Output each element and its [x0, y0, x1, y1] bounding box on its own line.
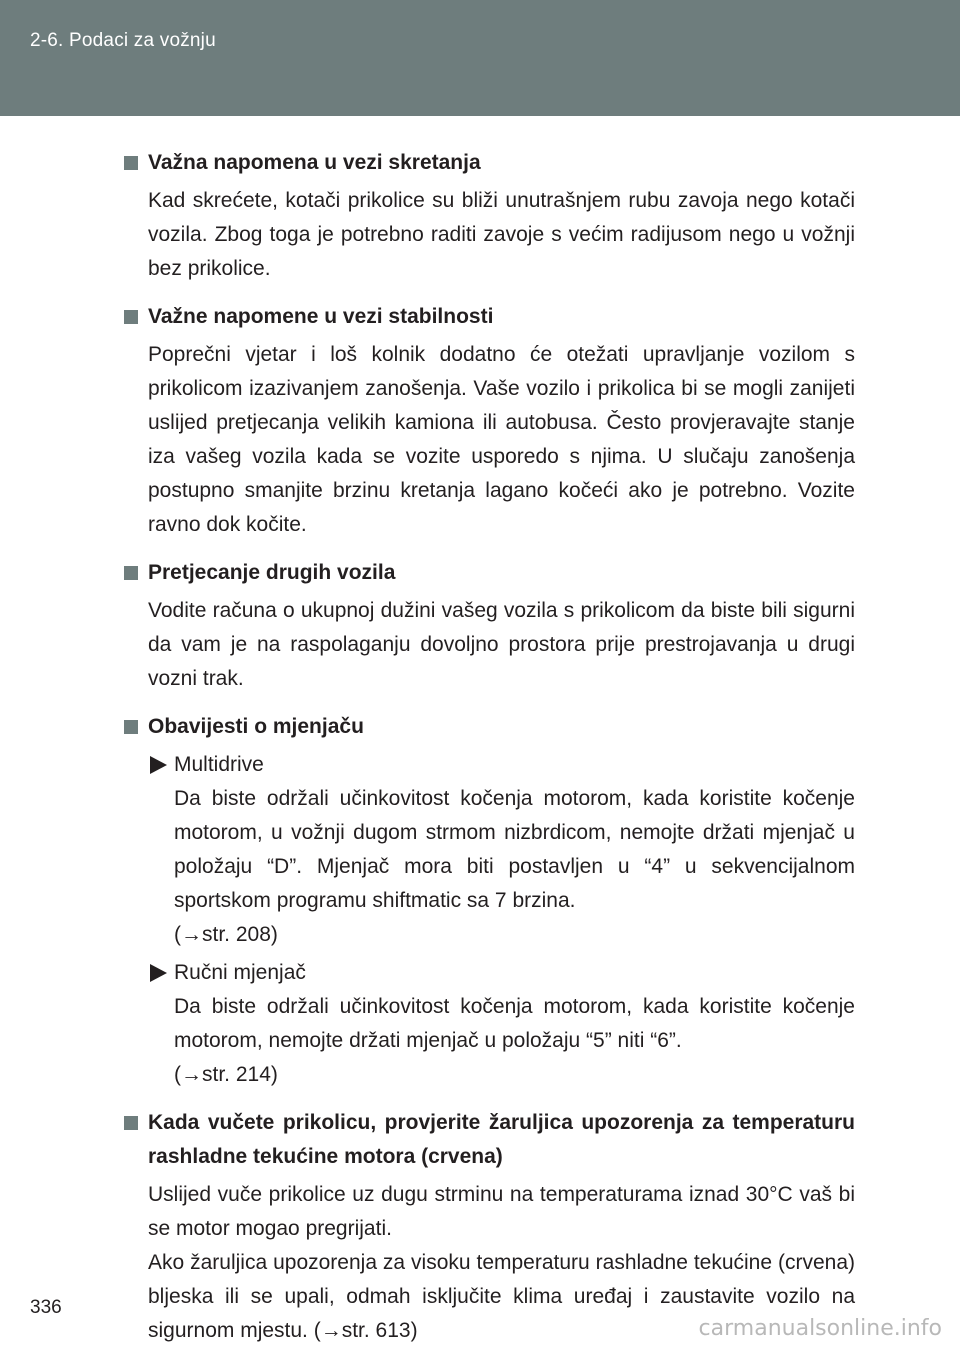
square-bullet-icon [124, 310, 138, 324]
page-header [0, 0, 960, 116]
paragraph: Poprečni vjetar i loš kolnik dodatno će otežati upravljanje vozilom s prikolicom izazivanjem zanošenja. Vaše vozilo i prikolica bi se mogli zanijeti uslijed pretjecanja velikih kamiona ili autobusa. Često provjeravajte stanje iza vašeg vozila kada se vozite usporedo s njima. U slučaju zanošenja postupno smanjite brzinu kretanja lagano kočeći ako je potrebno. Vozite ravno dok kočite. [148, 343, 855, 536]
section-heading [122, 710, 855, 744]
section-turning [122, 146, 855, 286]
section-stability [122, 300, 855, 542]
section-heading [122, 146, 855, 180]
page-reference: (→str. 214) [174, 1063, 278, 1086]
page-content [122, 146, 855, 1362]
heading-text: Kada vučete prikolicu, provjerite žaruljica upozorenja za temperaturu rashladne tekućine motora (crvena) [148, 1111, 855, 1168]
paragraph: Vodite računa o ukupnoj dužini vašeg vozila s prikolicom da biste bili sigurni da vam je na raspolaganju dovoljno prostora prije prestrojavanja u drugi vozni trak. [148, 599, 855, 690]
subsection-title-text: Ručni mjenjač [174, 961, 306, 984]
subsection-title [174, 956, 855, 990]
section-heading [122, 1106, 855, 1174]
heading-text: Obavijesti o mjenjaču [148, 715, 364, 738]
square-bullet-icon [124, 720, 138, 734]
square-bullet-icon [124, 156, 138, 170]
paragraph: Ako žaruljica upozorenja za visoku temperaturu rashladne tekućine (crvena) bljeska ili se upali, odmah isključite klima uređaj i zaustavite vozilo na sigurnom mjestu. (→str. 613) [148, 1251, 855, 1342]
heading-text: Važne napomene u vezi stabilnosti [148, 305, 494, 328]
section-transmission [122, 710, 855, 1092]
heading-text: Važna napomena u vezi skretanja [148, 151, 481, 174]
section-heading [122, 556, 855, 590]
page-reference: (→str. 208) [174, 923, 278, 946]
subsection-body: Da biste održali učinkovitost kočenja motorom, kada koristite kočenje motorom, nemojte držati mjenjač u položaju “5” niti “6”. [174, 995, 855, 1052]
section-overtaking [122, 556, 855, 696]
square-bullet-icon [124, 566, 138, 580]
subsection-body: Da biste održali učinkovitost kočenja motorom, kada koristite kočenje motorom, u vožnji dugom strmom nizbrdicom, nemojte držati mjenjač u položaju “D”. Mjenjač mora biti postavljen u “4” u sekvencijalnom sportskom programu shiftmatic sa 7 brzina. [174, 787, 855, 912]
section-heading [122, 300, 855, 334]
subsection-title-text: Multidrive [174, 753, 264, 776]
section-title: 2-6. Podaci za vožnju [30, 30, 216, 51]
subsection-title [174, 748, 855, 782]
subsection-multidrive [122, 748, 855, 952]
triangle-bullet-icon [150, 964, 167, 982]
section-coolant-warning [122, 1106, 855, 1348]
watermark: carmanualsonline.info [698, 1316, 942, 1341]
page-number: 336 [30, 1297, 62, 1318]
square-bullet-icon [124, 1116, 138, 1130]
heading-text: Pretjecanje drugih vozila [148, 561, 396, 584]
paragraph: Kad skrećete, kotači prikolice su bliži unutrašnjem rubu zavoja nego kotači vozila. Zbog toga je potrebno raditi zavoje s većim radijusom nego u vožnji bez prikolice. [148, 189, 855, 280]
subsection-manual [122, 956, 855, 1092]
paragraph: Uslijed vuče prikolice uz dugu strminu na temperaturama iznad 30°C vaš bi se motor mogao pregrijati. [148, 1183, 855, 1240]
triangle-bullet-icon [150, 756, 167, 774]
